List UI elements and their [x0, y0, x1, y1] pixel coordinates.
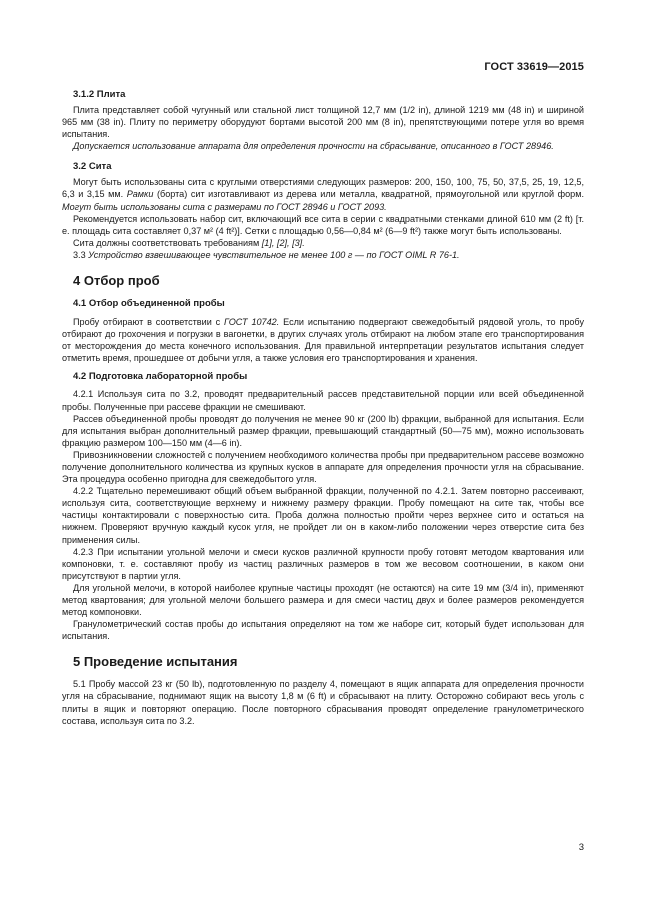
- paragraph: [62, 237, 584, 249]
- text-run: Если испытанию подвергают свежедобытый рядовой уголь, то пробу отбирают до грохочения и погрузки в вагонетки, в других случаях уголь отбирают на любом этапе его транспортирования от месторождения до места конечного использования. Для правильной интерпретации результатов испытания следует отметить время, прошедшее от добычи угля, а также условия его транспортирования и хранения.: [62, 317, 584, 364]
- paragraph: Для угольной мелочи, в которой наиболее крупные частицы проходят (не остаются) на сите 19 мм (3/4 in), применяют метод квартования; для угольной мелочи большего размера и для смеси частиц двух и более размеров рекомендуется метод компоновки.: [62, 582, 584, 618]
- text-run: Пробу отбирают в соответствии с: [73, 317, 225, 328]
- text-run: Сита должны соответствовать требованиям: [73, 237, 262, 248]
- paragraph: 4.2.1 Используя сита по 3.2, проводят предварительный рассев представительной порции или всей объединенной пробы. Полученные при рассеве фракции не смешивают.: [62, 389, 584, 412]
- paragraph: Плита представляет собой чугунный или стальной лист толщиной 12,7 мм (1/2 in), длиной 1219 мм (48 in) и шириной 965 мм (38 in). Плиту по периметру оборудуют бортами высотой 200 мм (8 in), препятствующими потере угля во время испытания.: [62, 105, 584, 140]
- paragraph: Рассев объединенной пробы проводят до получения не менее 90 кг (200 lb) фракции, выбранной для испытания. Если для испытания выбран дополнительный размер фракции, превышающий стандартный (50—75 мм), можно использовать фракцию размером 100—150 мм (4—6 in).: [62, 413, 584, 448]
- page-content: [62, 88, 584, 727]
- paragraph: [62, 316, 584, 364]
- page-number: 3: [578, 842, 584, 853]
- text-run: (борта) сит изготавливают из дерева или металла, квадратной, прямоугольной или круглой форм.: [153, 189, 584, 200]
- section-4-title: 4 Отбор проб: [73, 273, 160, 289]
- section-5-title: 5 Проведение испытания: [73, 654, 238, 670]
- text-run: Могут быть использованы сита с круглыми отверстиями следующих размеров: 200, 150, 100, 75, 50, 37,5, 25, 19, 12,5, 6,3 и 3,15 мм.: [62, 177, 584, 200]
- paragraph: 4.2.3 При испытании угольной мелочи и смеси кусков различной крупности пробу готовят методом квартования или компоновки, т. е. составляют пробу из частиц различных размеров в том же весовом соотношении, в каком они присутствуют в партии угля.: [62, 546, 584, 581]
- paragraph: 5.1 Пробу массой 23 кг (50 lb), подготовленную по разделу 4, помещают в ящик аппарата для определения прочности угля на сбрасывание, поднимают ящик на высоту 1,8 м (6 ft) и сбрасывают на плиту. Осторожно собирают весь уголь с плиты в ящик и повторяют операцию. После повторного сбрасывания проводят определение гранулометрического состава, используя сита по 3.2.: [62, 679, 584, 726]
- paragraph: Рекомендуется использовать набор сит, включающий все сита в серии с квадратными стенками длиной 610 мм (2 ft) [т. е. площадь сита составляет 0,37 м² (4 ft²)]. Сетки с площадью 0,56—0,84 м² (6—9 ft²) также могут быть использованы.: [62, 213, 584, 236]
- paragraph: Гранулометрический состав пробы до испытания определяют на том же наборе сит, который будет использован для испытания.: [62, 619, 584, 642]
- page-header: ГОСТ 33619—2015: [484, 61, 584, 73]
- text-run: Рамки: [126, 189, 154, 200]
- text-run: [1], [2], [3].: [261, 237, 305, 248]
- text-run: 3.3: [73, 249, 89, 260]
- paragraph: [62, 249, 584, 261]
- paragraph: Привозникновении сложностей с получением необходимого количества пробы при предварительном рассеве возможно получение дополнительного количества из крупных кусков в аппарате для определения прочности угля на сбрасывание. Эта процедура особенно пригодна для свежедобытого угля.: [62, 449, 584, 485]
- paragraph: [62, 176, 584, 212]
- paragraph: Допускается использование аппарата для определения прочности на сбрасывание, описанного в ГОСТ 28946.: [73, 141, 554, 152]
- section-3-1-2-title: 3.1.2 Плита: [73, 89, 126, 100]
- paragraph: 4.2.2 Тщательно перемешивают общий объем выбранной фракции, полученной по 4.2.1. Затем повторно рассеивают, используя сита, соответствующие верхнему и нижнему размеру фракции. Пробу помещают на сите так, чтобы все частицы контактировали с поверхностью сита. Проба должна полностью пройти через верхнее сито и остаться на нижнем. Проверяют вручную каждый кусок угля, не пройдет ли он в каком-либо положении через отверстие сита без применения силы.: [62, 486, 584, 545]
- text-run: Устройство взвешивающее чувствительное не менее 100 г — по ГОСТ OIML R 76-1.: [88, 249, 460, 260]
- text-run: ГОСТ 10742.: [224, 317, 280, 328]
- text-run: Могут быть использованы сита с размерами по ГОСТ 28946 и ГОСТ 2093.: [62, 201, 387, 212]
- section-3-2-title: 3.2 Сита: [73, 161, 112, 173]
- section-4-2-title: 4.2 Подготовка лабораторной пробы: [73, 371, 248, 383]
- section-4-1-title: 4.1 Отбор объединенной пробы: [73, 298, 225, 310]
